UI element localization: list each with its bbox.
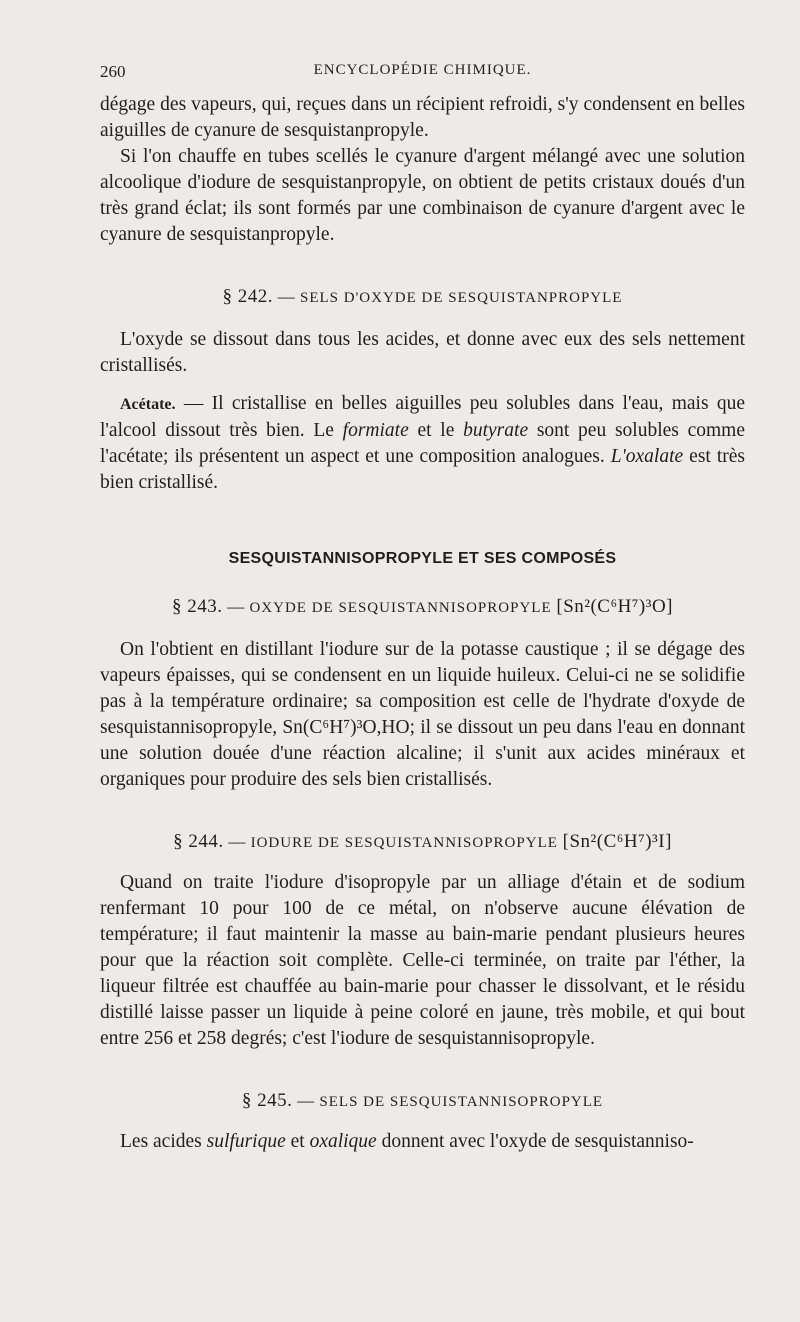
running-title: ENCYCLOPÉDIE CHIMIQUE.	[313, 62, 532, 78]
page-header	[100, 62, 745, 84]
section-dash: —	[277, 287, 296, 306]
paragraph-oxyde-preparation: On l'obtient en distillant l'iodure sur de la potasse caustique ; il se dégage des vapeurs épaisses, qui se condensent en un liquide huileux. Celui-ci ne se solidifie pas à la température ordinaire; sa composition est celle de l'hydrate d'oxyde de sesquistannisopropyle, Sn(C⁶H⁷)³O,HO; il se dissout un peu dans l'eau en donnant une solution douée d'une réaction alcaline; il s'unit aux acides minéraux et organiques pour produire des sels bien cristallisés.	[100, 639, 745, 790]
section-dash: —	[297, 1091, 315, 1110]
section-number: § 245.	[241, 1090, 293, 1111]
run-in-heading-acetate: Acétate.	[120, 396, 176, 413]
section-title: SELS DE SESQUISTANNISOPROPYLE	[319, 1094, 604, 1110]
page-number: 260	[100, 62, 126, 81]
section-title: IODURE DE SESQUISTANNISOPROPYLE	[250, 835, 558, 851]
section-heading-245	[100, 1088, 745, 1115]
paragraph-continuation: dégage des vapeurs, qui, reçues dans un récipient refroidi, s'y condensent en belles aiguilles de cyanure de sesquistanpropyle.	[100, 94, 745, 141]
paragraph-argent-cyanide: Si l'on chauffe en tubes scellés le cyanure d'argent mélangé avec une solution alcoolique d'iodure de sesquistanpropyle, on obtient de petits cristaux doués d'un très grand éclat; ils sont formés par une combinaison de cyanure d'argent avec le cyanure de sesquistanpropyle.	[100, 146, 745, 245]
chapter-subheading: SESQUISTANNISOPROPYLE ET SES COMPOSÉS	[228, 550, 617, 567]
section-number: § 242.	[222, 286, 274, 307]
section-heading-242	[100, 284, 745, 311]
section-formula: [Sn²(C⁶H⁷)³I]	[562, 831, 672, 852]
section-dash: —	[227, 597, 245, 616]
section-number: § 243.	[171, 596, 223, 617]
section-number: § 244.	[173, 831, 224, 852]
paragraph-iodure-preparation: Quand on traite l'iodure d'isopropyle par un alliage d'étain et de sodium renfermant 10 pour 100 de ce métal, on n'observe aucune élévation de température; il faut maintenir la masse au bain-marie pendant plusieurs heures pour que la réaction soit complète. Celle-ci terminée, on traite par l'éther, la liqueur filtrée est chauffée au bain-marie pour chasser le dissolvant, et le résidu distillé laisse passer un liquide à peine coloré en jaune, très mobile, et qui bout entre 256 et 258 degrés; c'est l'iodure de sesquistannisopropyle.	[100, 872, 745, 1049]
section-formula: [Sn²(C⁶H⁷)³O]	[556, 596, 674, 617]
section-heading-244	[100, 829, 745, 856]
section-dash: —	[228, 832, 246, 851]
paragraph-salts-acids: Les acides sulfurique et oxalique donnent avec l'oxyde de sesquistanniso-	[120, 1131, 694, 1152]
section-title: OXYDE DE SESQUISTANNISOPROPYLE	[249, 600, 552, 616]
paragraph-oxyde-salts: L'oxyde se dissout dans tous les acides, et donne avec eux des sels nettement cristallisés.	[100, 329, 745, 376]
paragraph-acetate: Acétate. — Il cristallise en belles aiguilles peu solubles dans l'eau, mais que l'alcool dissout très bien. Le formiate et le butyrate sont peu solubles comme l'acétate; ils présentent un aspect et une composition analogues. L'oxalate est très bien cristallisé.	[100, 393, 745, 493]
section-title: SELS D'OXYDE DE SESQUISTANPROPYLE	[300, 290, 623, 306]
section-heading-243	[100, 594, 745, 621]
page-body	[100, 92, 745, 1155]
